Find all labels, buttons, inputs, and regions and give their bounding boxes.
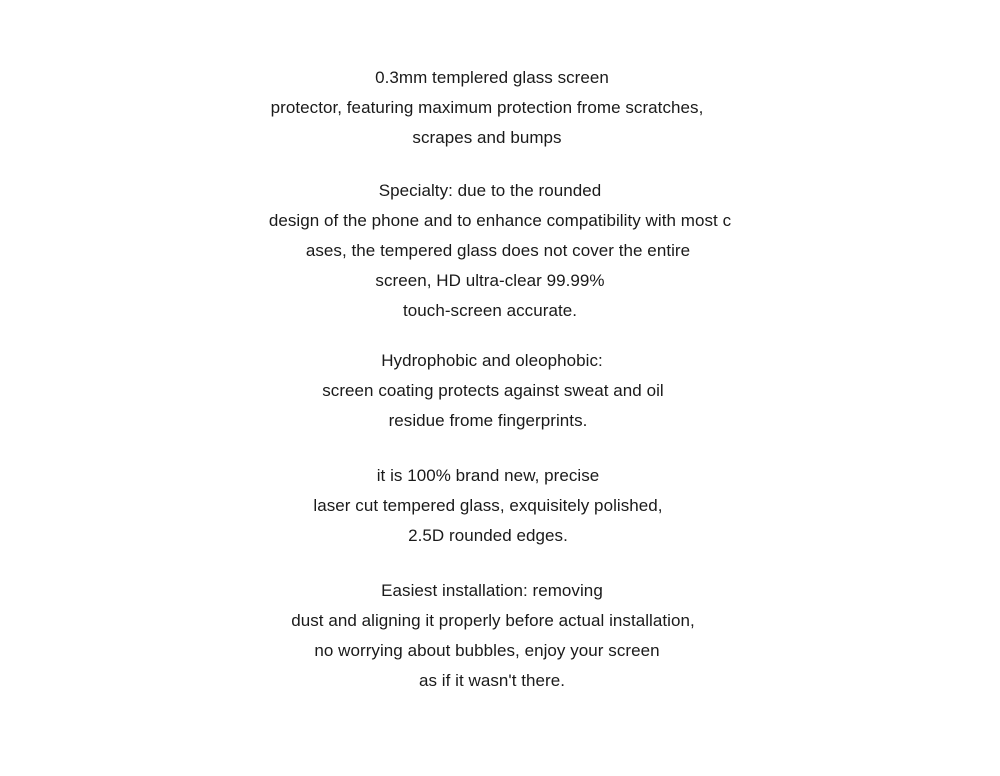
text-line: screen, HD ultra-clear 99.99% [375,271,605,290]
text-line: screen coating protects against sweat and oil [322,381,664,400]
text-line: 0.3mm templered glass screen [375,68,609,87]
text-line: laser cut tempered glass, exquisitely polished, [313,496,663,515]
text-line: Easiest installation: removing [381,581,603,600]
text-line: it is 100% brand new, precise [376,466,600,485]
text-line: protector, featuring maximum protection frome scratches, [270,98,704,117]
text-line: residue frome fingerprints. [388,411,588,430]
text-line: ases, the tempered glass does not cover the entire [305,241,691,260]
text-line: dust and aligning it properly before actual installation, [291,611,695,630]
text-line: touch-screen accurate. [402,301,578,320]
text-line: design of the phone and to enhance compatibility with most c [268,211,732,230]
text-line: Hydrophobic and oleophobic: [381,351,603,370]
text-line: no worrying about bubbles, enjoy your screen [314,641,660,660]
text-line: scrapes and bumps [412,128,562,147]
text-line: Specialty: due to the rounded [378,181,602,200]
text-line: 2.5D rounded edges. [408,526,568,545]
text-line: as if it wasn't there. [418,671,566,690]
